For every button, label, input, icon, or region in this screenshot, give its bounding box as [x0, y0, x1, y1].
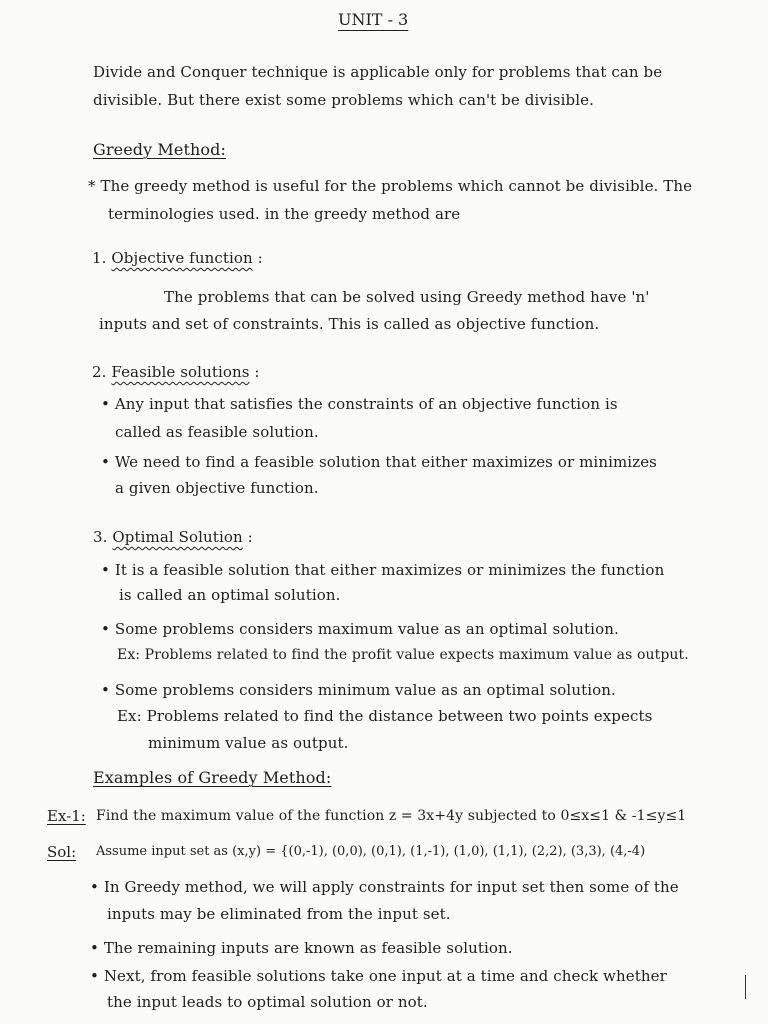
optimal-colon: :: [247, 528, 253, 546]
feasible-line-4: a given objective function.: [115, 479, 319, 497]
unit-title: UNIT - 3: [338, 10, 409, 29]
optimal-line-3: • Some problems considers maximum value as an optimal solution.: [101, 620, 619, 638]
optimal-line-5: • Some problems considers minimum value as an optimal solution.: [101, 681, 616, 699]
optimal-line-2: is called an optimal solution.: [119, 586, 341, 604]
sol-text: Assume input set as (x,y) = {(0,-1), (0,0), (0,1), (1,-1), (1,0), (1,1), (2,2), (3,3), (4,-4): [96, 844, 646, 859]
optimal-line-6: Ex: Problems related to find the distance between two points expects: [117, 707, 653, 725]
sol-bullet-line-5: the input leads to optimal solution or not.: [107, 993, 428, 1011]
feasible-line-2: called as feasible solution.: [115, 423, 319, 441]
sol-bullet-line-4: • Next, from feasible solutions take one input at a time and check whether: [90, 967, 667, 985]
ex1-label: Ex-1:: [47, 807, 86, 825]
optimal-line-7: minimum value as output.: [148, 734, 349, 752]
greedy-bullet-line-1: * The greedy method is useful for the problems which cannot be divisible. The: [88, 177, 693, 195]
margin-pen-stroke: [745, 975, 746, 999]
optimal-line-1: • It is a feasible solution that either maximizes or minimizes the function: [101, 561, 665, 579]
objective-heading-row: [92, 248, 263, 268]
ex1-text: Find the maximum value of the function z = 3x+4y subjected to 0≤x≤1 & -1≤y≤1: [96, 808, 687, 824]
feasible-heading-row: [92, 362, 260, 382]
examples-heading: Examples of Greedy Method:: [93, 768, 332, 787]
sol-bullet-line-1: • In Greedy method, we will apply constraints for input set then some of the: [90, 878, 679, 896]
sol-label: Sol:: [47, 843, 77, 861]
intro-line-2: divisible. But there exist some problems which can't be divisible.: [93, 91, 594, 109]
objective-number: 1.: [92, 249, 107, 267]
optimal-heading-row: [93, 527, 253, 547]
optimal-line-4: Ex: Problems related to find the profit value expects maximum value as output.: [117, 647, 689, 663]
feasible-colon: :: [254, 363, 260, 381]
greedy-method-heading: Greedy Method:: [93, 140, 226, 159]
sol-bullet-line-3: • The remaining inputs are known as feasible solution.: [90, 939, 513, 957]
sol-bullet-line-2: inputs may be eliminated from the input set.: [107, 905, 451, 923]
feasible-line-3: • We need to find a feasible solution that either maximizes or minimizes: [101, 453, 657, 471]
feasible-heading: Feasible solutions: [111, 363, 250, 381]
objective-line-1: The problems that can be solved using Greedy method have 'n': [164, 288, 650, 306]
optimal-heading: Optimal Solution: [112, 528, 243, 546]
feasible-line-1: • Any input that satisfies the constraints of an objective function is: [101, 395, 618, 413]
optimal-number: 3.: [93, 528, 108, 546]
feasible-number: 2.: [92, 363, 107, 381]
intro-line-1: Divide and Conquer technique is applicable only for problems that can be: [93, 63, 663, 81]
greedy-bullet-line-2: terminologies used. in the greedy method are: [108, 205, 461, 223]
objective-heading: Objective function: [111, 249, 253, 267]
objective-line-2: inputs and set of constraints. This is called as objective function.: [99, 315, 600, 333]
objective-colon: :: [257, 249, 263, 267]
